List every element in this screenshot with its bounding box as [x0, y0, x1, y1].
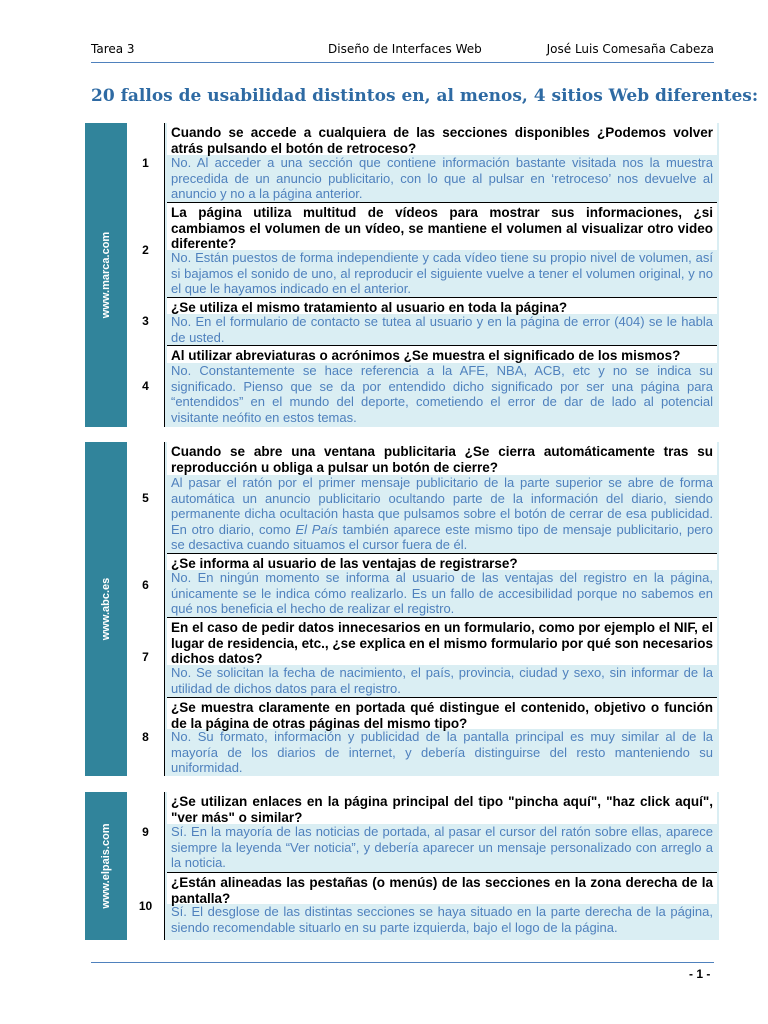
row-answer: No. Al acceder a una sección que contiene información bastante visitada nos la muestra precedida de un anuncio publicitario, con lo que al pulsar en ‘retroceso’ nos devuelve al anuncio y no a la página anterior. [171, 155, 713, 201]
header-left: Tarea 3 [91, 42, 135, 56]
section-marca [85, 123, 719, 427]
row-answer: No. Constantemente se hace referencia a la AFE, NBA, ACB, etc y no se indica su significado. Pienso que se da por entendido dicho significado por ser una página para “entendidos” en el mundo del deporte, cometiendo el error de dar de lado al potencial visitante neófito en estos temas. [171, 363, 713, 425]
answer-text-end: también aparece este mismo tipo de mensaje publicitario, pero se desactiva cuando situamos el cursor fuera de él. [171, 521, 713, 552]
table-row [127, 345, 719, 427]
section-elpais [85, 792, 719, 940]
row-answer [167, 475, 717, 553]
row-number: 3 [127, 297, 165, 345]
row-number: 9 [127, 792, 165, 872]
table-row [127, 872, 719, 940]
row-number: 6 [127, 553, 165, 617]
row-number: 2 [127, 202, 165, 297]
header-center: Diseño de Interfaces Web [328, 42, 482, 56]
row-answer: No. Se solicitan la fecha de nacimiento, el país, provincia, ciudad y sexo, sin informar de la utilidad de dichos datos para el registro. [171, 665, 713, 696]
row-question: Cuando se abre una ventana publicitaria ¿Se cierra automáticamente tras su reproducción u obliga a pulsar un botón de cierre? [167, 442, 717, 475]
row-answer: No. Están puestos de forma independiente y cada vídeo tiene su propio nivel de volumen, así si bajamos el sonido de uno, al reproducir el siguiente vuelve a tener el volumen original, y no el que le hayamos indicado en el anterior. [171, 250, 713, 296]
table-row [127, 617, 719, 697]
row-answer: Sí. En la mayoría de las noticias de portada, al pasar el cursor del ratón sobre ellas, aparece siempre la leyenda “Ver noticia”, y debería aparecer un mensaje personalizado con arreglo a la noticia. [171, 824, 713, 870]
section-abc [85, 442, 719, 776]
table-row [127, 697, 719, 776]
page-number: - 1 - [689, 967, 711, 981]
header-right: José Luis Comesaña Cabeza [546, 42, 714, 56]
row-question: ¿Se utilizan enlaces en la página principal del tipo "pincha aquí", "haz click aquí", "ver más" o similar? [167, 792, 717, 824]
row-number: 5 [127, 442, 165, 553]
row-question: Cuando se accede a cualquiera de las secciones disponibles ¿Podemos volver atrás pulsando el botón de retroceso? [167, 123, 717, 155]
table-row [127, 123, 719, 202]
site-label-cell [85, 123, 127, 427]
site-label: www.elpais.com [100, 823, 112, 909]
site-label: www.abc.es [100, 577, 112, 641]
site-label-cell [85, 792, 127, 940]
table-row [127, 297, 719, 345]
row-answer: No. En ningún momento se informa al usuario de las ventajas del registro en la página, únicamente se le indica cómo realizarlo. Es un fallo de accesibilidad porque no sabemos en qué nos beneficia el hecho de realizar el registro. [171, 570, 713, 616]
row-number: 4 [127, 345, 165, 427]
row-question: ¿Se muestra claramente en portada qué distingue el contenido, objetivo o función de la página de otras páginas del mismo tipo? [167, 697, 717, 729]
row-question: ¿Se informa al usuario de las ventajas de registrarse? [167, 553, 717, 570]
row-question: Al utilizar abreviaturas o acrónimos ¿Se muestra el significado de los mismos? [167, 345, 717, 363]
row-number: 8 [127, 697, 165, 776]
row-question: ¿Están alineadas las pestañas (o menús) de las secciones en la zona derecha de la pantalla? [167, 872, 717, 904]
table-row [127, 792, 719, 872]
row-question: ¿Se utiliza el mismo tratamiento al usuario en toda la página? [167, 297, 717, 314]
header-divider [91, 62, 714, 63]
site-label: www.marca.com [100, 231, 112, 319]
page-header [91, 42, 714, 62]
page-title: 20 fallos de usabilidad distintos en, al menos, 4 sitios Web diferentes: [91, 86, 759, 106]
answer-emphasis: El País [295, 521, 338, 537]
answer-text-start: Al pasar el ratón por el primer mensaje publicitario de la parte superior se abre de forma automática un anuncio publicitario ocultando parte de la información del diario, siendo permanente dicha ocultación hasta que pulsamos sobre el botón de cerrar de esa publicidad. En otro diario, como [171, 475, 713, 537]
row-number: 10 [127, 872, 165, 940]
site-label-cell [85, 442, 127, 776]
table-row [127, 442, 719, 553]
row-answer: No. Su formato, información y publicidad de la pantalla principal es muy similar al de la mayoría de los diarios de internet, y debería distinguirse del resto manteniendo su uniformidad. [171, 729, 713, 775]
row-number: 7 [127, 617, 165, 697]
footer-divider [91, 962, 714, 963]
row-answer: Sí. El desglose de las distintas secciones se haya situado en la parte derecha de la página, siendo recomendable situarlo en su parte izquierda, bajo el logo de la página. [171, 904, 713, 935]
table-row [127, 202, 719, 297]
row-number: 1 [127, 123, 165, 202]
row-question: En el caso de pedir datos innecesarios en un formulario, como por ejemplo el NIF, el lugar de residencia, etc., ¿se explica en el mismo formulario por qué son necesarios dichos datos? [167, 617, 717, 665]
row-answer: No. En el formulario de contacto se tutea al usuario y en la página de error (404) se le habla de usted. [171, 314, 713, 345]
table-row [127, 553, 719, 617]
row-question: La página utiliza multitud de vídeos para mostrar sus informaciones, ¿si cambiamos el volumen de un vídeo, se mantiene el volumen al visualizar otro video diferente? [167, 202, 717, 250]
